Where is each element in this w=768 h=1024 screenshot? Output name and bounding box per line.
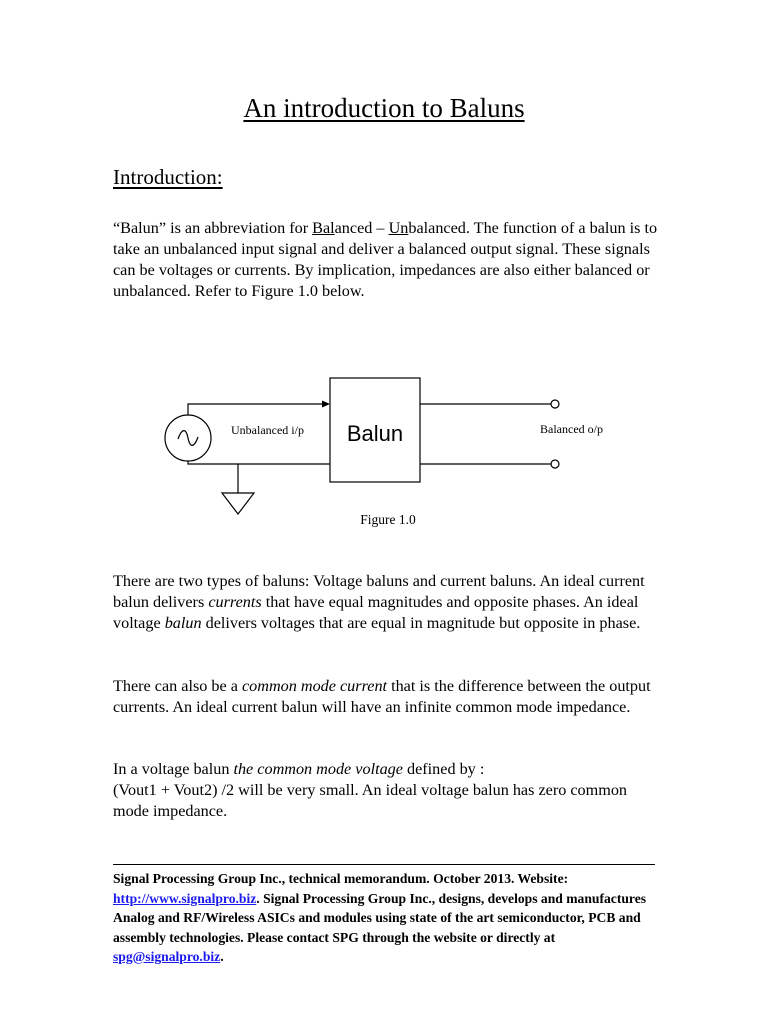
figure-caption: Figure 1.0 — [360, 512, 416, 527]
types-paragraph — [113, 571, 658, 634]
balun-block-label: Balun — [346, 421, 404, 446]
common-voltage-paragraph — [113, 759, 658, 822]
footer-note — [113, 869, 658, 967]
footer-divider — [113, 864, 655, 865]
intro-text-start: “Balun” is an abbreviation for — [113, 219, 313, 237]
sine-wave-icon — [178, 431, 198, 446]
intro-paragraph — [113, 218, 658, 302]
output-terminal-top-icon — [551, 400, 559, 408]
common-voltage-emphasis: the common mode voltage — [233, 760, 403, 778]
common-voltage-text-2: defined by : — [402, 760, 485, 778]
types-text-2: that have equal magnitudes and opposite phases. An ideal voltage — [113, 593, 639, 632]
common-current-text-2: that is the difference between the output currents. An ideal current balun will have an infinite common mode impedance. — [113, 677, 651, 716]
types-text-3: delivers voltages that are equal in magnitude but opposite in phase. — [201, 614, 641, 632]
types-emphasis-currents: currents — [208, 593, 262, 611]
ground-icon — [222, 493, 254, 514]
output-label: Balanced o/p — [540, 422, 603, 436]
output-terminal-bottom-icon — [551, 460, 559, 468]
footer-text-1: Signal Processing Group Inc., technical memorandum. October 2013. Website: — [113, 871, 569, 886]
input-arrow-icon — [322, 401, 330, 408]
footer-text-2: . Signal Processing Group Inc., designs, develops and manufactures Analog and RF/Wireless ASICs and modules using state of the art semiconductor, PCB and assembly technologies. Please contact SPG through the website or directly at — [113, 890, 647, 945]
website-link[interactable]: http://www.signalpro.biz — [113, 890, 257, 906]
intro-text-rest: balanced. The function of a balun is to take an unbalanced input signal and deliver a balanced output signal. These signals can be voltages or currents. By implication, impedances are also either balanced or unbalanced. Refer to Figure 1.0 below. — [113, 219, 658, 300]
common-voltage-text-1: In a voltage balun — [113, 760, 234, 778]
common-current-text-1: There can also be a — [113, 677, 242, 695]
page-title: An introduction to Baluns — [243, 93, 525, 123]
intro-bal-underlined: Bal — [312, 219, 335, 237]
types-text-1: There are two types of baluns: Voltage baluns and current baluns. An ideal current balun delivers — [113, 572, 645, 611]
common-current-emphasis: common mode current — [241, 677, 388, 695]
common-current-paragraph — [113, 676, 658, 718]
footer-text-3: . — [220, 949, 224, 964]
input-wire-bottom — [188, 461, 330, 464]
email-link[interactable]: spg@signalpro.biz — [113, 949, 221, 964]
common-voltage-formula-line: (Vout1 + Vout2) /2 will be very small. An ideal voltage balun has zero common mode impedance. — [113, 781, 628, 820]
types-emphasis-balun: balun — [164, 614, 202, 632]
intro-text-mid: anced – — [334, 219, 389, 237]
input-label: Unbalanced i/p — [231, 423, 304, 437]
section-heading-introduction: Introduction: — [113, 165, 223, 189]
input-wire-top — [188, 404, 324, 415]
intro-un-underlined: Un — [388, 219, 409, 237]
